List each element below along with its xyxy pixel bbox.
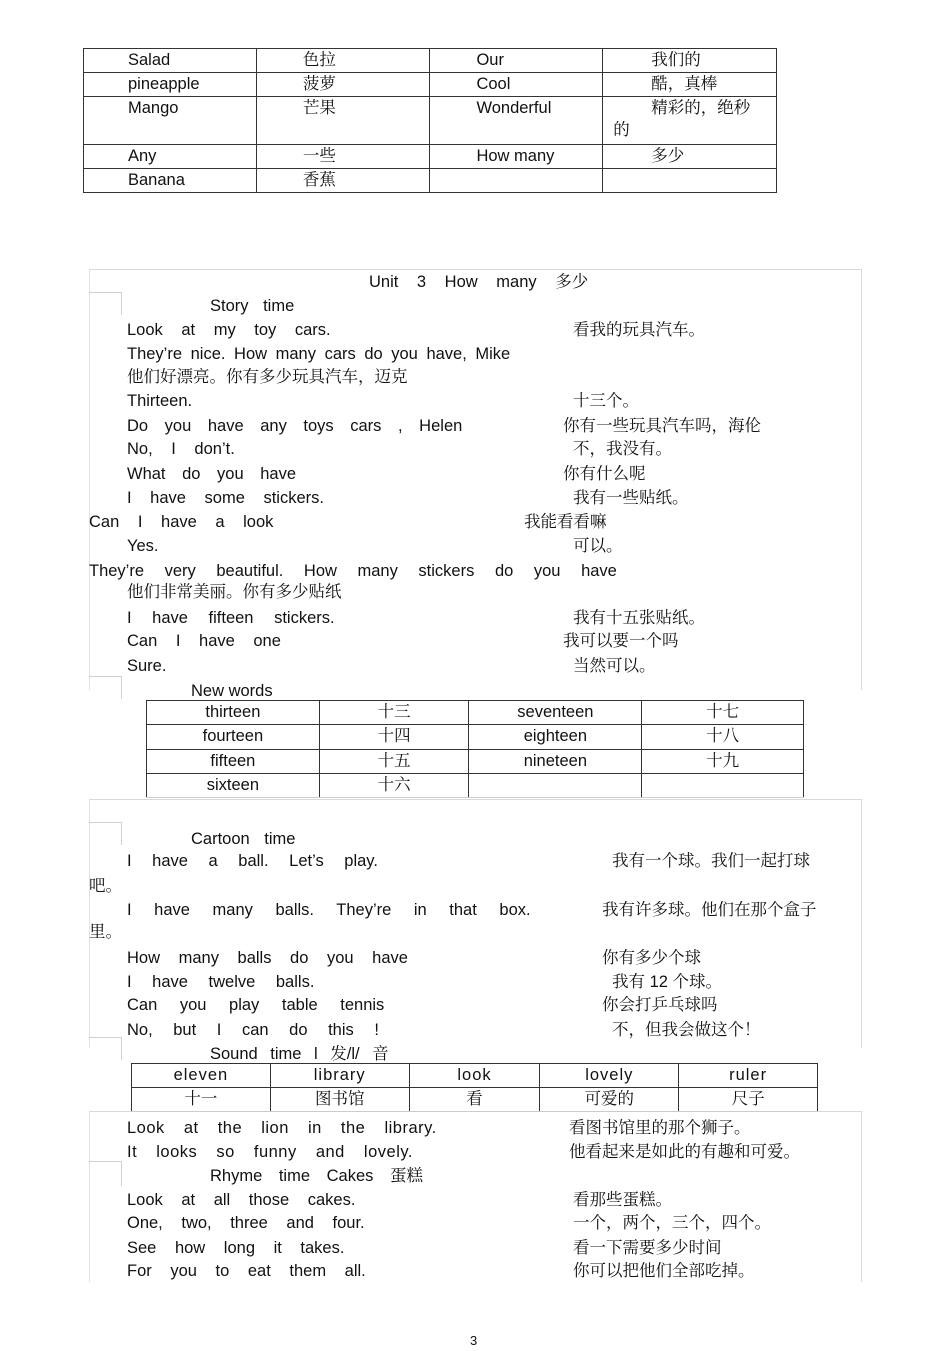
table-cell: 十六 [319, 774, 469, 798]
table-cell: 十三 [319, 701, 469, 725]
sound-line-zh: 看图书馆里的那个狮子。 [569, 1119, 751, 1137]
table-row [147, 701, 804, 725]
rhyme-heading: Rhyme time Cakes 蛋糕 [210, 1167, 423, 1185]
table-cell: sixteen [147, 774, 320, 798]
table-cell: 可爱的 [540, 1088, 679, 1112]
cartoon-line-wrap: 里。 [89, 923, 122, 941]
section-tab [89, 1161, 122, 1186]
table-cell: 菠萝 [256, 73, 430, 97]
cartoon-line-zh: 你有多少个球 [602, 949, 701, 967]
table-cell: ruler [679, 1064, 818, 1088]
rhyme-line-en: One, two, three and four. [127, 1214, 365, 1232]
table-cell: Salad [84, 49, 257, 73]
story-line-en: I have some stickers. [127, 489, 324, 507]
rhyme-line-en: For you to eat them all. [127, 1262, 366, 1280]
story-line-en: Thirteen. [127, 392, 193, 410]
sound-line-zh: 他看起来是如此的有趣和可爱。 [569, 1143, 800, 1161]
sound-line-en: Look at the lion in the library. [127, 1119, 437, 1137]
table-cell: 十八 [642, 725, 804, 750]
cartoon-line-zh: 不，但我会做这个！ [612, 1021, 761, 1039]
cartoon-line-en: I have a ball. Let’s play. [127, 852, 378, 870]
table-row [84, 145, 777, 169]
story-line-zh: 不，我没有。 [573, 440, 672, 458]
table-cell: seventeen [469, 701, 642, 725]
rhyme-line-en: Look at all those cakes. [127, 1191, 356, 1209]
story-line-zh: 你有什么呢 [563, 465, 646, 483]
table-cell: Mango [84, 97, 257, 145]
table-cell [603, 169, 777, 193]
cartoon-line-en: How many balls do you have [127, 949, 408, 967]
story-line-en: They’re nice. How many cars do you have, Mike [127, 345, 511, 363]
rhyme-line-zh: 你可以把他们全部吃掉。 [573, 1262, 755, 1280]
story-line-en: Yes. [127, 537, 159, 555]
rhyme-line-zh: 一个，两个，三个，四个。 [573, 1214, 771, 1232]
table-cell [469, 774, 642, 798]
cartoon-line-zh: 我有许多球。他们在那个盒子 [602, 901, 817, 919]
cartoon-line-zh: 我有 12 个球。 [612, 973, 723, 991]
table-cell: How many [430, 145, 603, 169]
story-line-en: Look at my toy cars. [127, 321, 331, 339]
table-cell: 十九 [642, 750, 804, 774]
table-cell: pineapple [84, 73, 257, 97]
table-row [84, 169, 777, 193]
cartoon-line-en: I have twelve balls. [127, 973, 315, 991]
table-cell: look [409, 1064, 540, 1088]
table-row [147, 725, 804, 750]
table-cell: fourteen [147, 725, 320, 750]
rhyme-line-zh: 看一下需要多少时间 [573, 1239, 722, 1257]
table-cell: Wonderful [430, 97, 603, 145]
table-cell: Cool [430, 73, 603, 97]
sound-table [131, 1063, 818, 1112]
table-cell: eighteen [469, 725, 642, 750]
table-cell [430, 169, 603, 193]
table-row [132, 1088, 818, 1112]
page-number: 3 [470, 1333, 478, 1348]
table-cell: 芒果 [256, 97, 430, 145]
story-line-zh: 他们好漂亮。你有多少玩具汽车，迈克 [127, 368, 408, 386]
table-row [84, 73, 777, 97]
table-cell: 酷，真棒 [603, 73, 777, 97]
table-cell: 一些 [256, 145, 430, 169]
sound-heading: Sound time l 发/l/ 音 [210, 1045, 389, 1063]
table-cell: 十七 [642, 701, 804, 725]
table-row [132, 1064, 818, 1088]
table-cell: eleven [132, 1064, 271, 1088]
table-cell: 十一 [132, 1088, 271, 1112]
new-words-heading: New words [191, 682, 273, 700]
story-line-zh: 我有一些贴纸。 [573, 489, 689, 507]
table-row [84, 49, 777, 73]
story-line-zh: 我有十五张贴纸。 [573, 609, 705, 627]
story-line-zh: 你有一些玩具汽车吗，海伦 [563, 417, 761, 435]
unit-title: Unit 3 How many 多少 [369, 273, 589, 291]
table-cell [642, 774, 804, 798]
story-line-zh: 十三个。 [573, 392, 639, 410]
story-line-zh: 我可以要一个吗 [563, 632, 679, 650]
table-cell: Our [430, 49, 603, 73]
cartoon-heading: Cartoon time [191, 830, 296, 848]
story-line-zh: 可以。 [573, 537, 623, 555]
table-cell: 看 [409, 1088, 540, 1112]
story-line-en: I have fifteen stickers. [127, 609, 335, 627]
story-line-zh: 我能看看嘛 [524, 513, 607, 531]
table-cell: Any [84, 145, 257, 169]
table-cell: lovely [540, 1064, 679, 1088]
table-cell: 色拉 [256, 49, 430, 73]
cartoon-line-zh: 我有一个球。我们一起打球 [612, 852, 810, 870]
table-cell: thirteen [147, 701, 320, 725]
story-line-en: Sure. [127, 657, 167, 675]
table-row [84, 97, 777, 145]
table-row [147, 750, 804, 774]
cartoon-line-en: Can you play table tennis [127, 996, 385, 1014]
rhyme-line-zh: 看那些蛋糕。 [573, 1191, 672, 1209]
story-line-zh: 看我的玩具汽车。 [573, 321, 705, 339]
table-cell: 十四 [319, 725, 469, 750]
rhyme-line-en: See how long it takes. [127, 1239, 345, 1257]
cartoon-line-wrap: 吧。 [89, 877, 122, 895]
table-cell: 多少 [603, 145, 777, 169]
table-cell: Banana [84, 169, 257, 193]
cartoon-line-en: No, but I can do this ! [127, 1021, 379, 1039]
table-cell: 十五 [319, 750, 469, 774]
table-cell: 我们的 [603, 49, 777, 73]
section-tab [89, 1037, 122, 1060]
cartoon-line-en: I have many balls. They’re in that box. [127, 901, 531, 919]
new-words-table [146, 700, 804, 798]
table-cell: 精彩的，绝秒的 [603, 97, 777, 145]
top-vocab-table [83, 48, 777, 193]
section-tab [89, 292, 122, 315]
table-cell: 图书馆 [270, 1088, 409, 1112]
story-line-zh: 他们非常美丽。你有多少贴纸 [127, 583, 342, 601]
sound-line-en: It looks so funny and lovely. [127, 1143, 413, 1161]
story-line-zh: 当然可以。 [573, 657, 656, 675]
story-line-en: No, I don’t. [127, 440, 235, 458]
table-row [147, 774, 804, 798]
section-tab [89, 822, 122, 845]
story-line-en: They’re very beautiful. How many stickers do you have [89, 562, 617, 580]
story-line-en: What do you have [127, 465, 296, 483]
story-line-en: Can I have a look [89, 513, 274, 531]
table-cell: 尺子 [679, 1088, 818, 1112]
table-cell: library [270, 1064, 409, 1088]
cartoon-line-zh: 你会打乒乓球吗 [602, 996, 718, 1014]
table-cell: nineteen [469, 750, 642, 774]
story-heading: Story time [210, 297, 295, 315]
table-cell: 香蕉 [256, 169, 430, 193]
section-tab [89, 676, 122, 699]
story-line-en: Can I have one [127, 632, 281, 650]
table-cell: fifteen [147, 750, 320, 774]
story-line-en: Do you have any toys cars , Helen [127, 417, 463, 435]
